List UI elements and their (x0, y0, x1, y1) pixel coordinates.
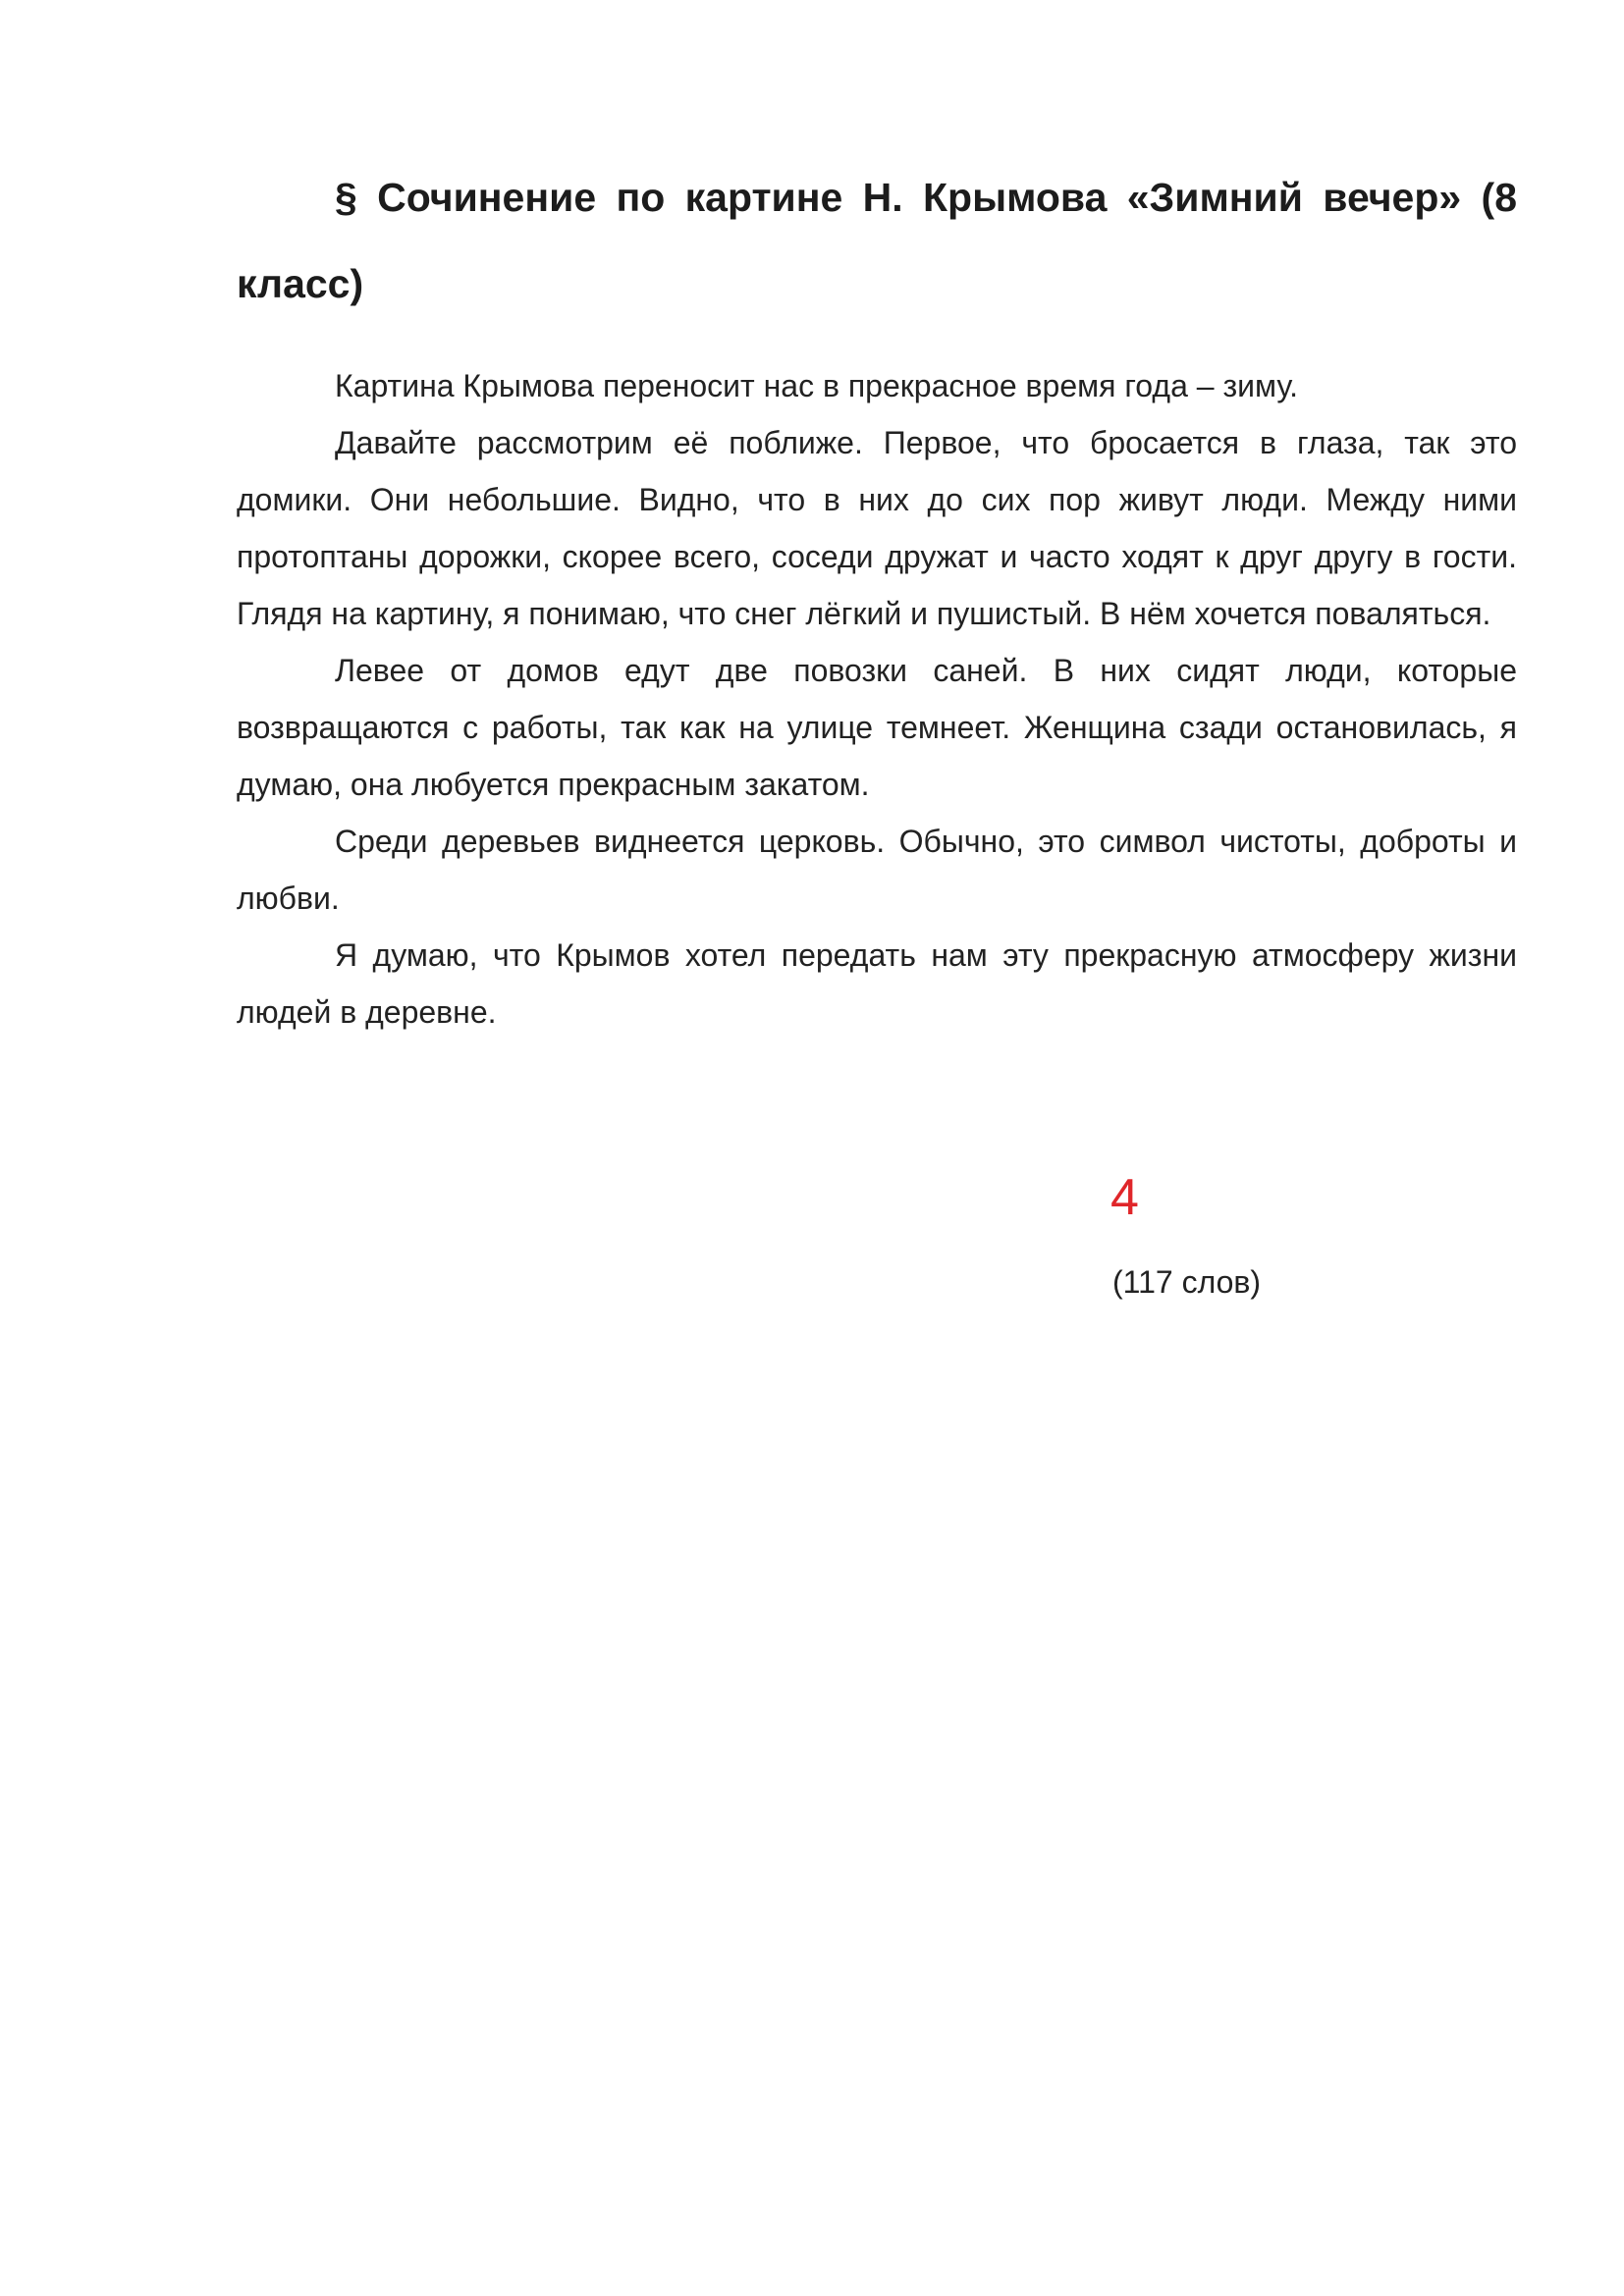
essay-body (237, 357, 1517, 1041)
essay-title: § Сочинение по картине Н. Крымова «Зимний вечер» (8 класс) (237, 175, 1517, 306)
essay-paragraph: Давайте рассмотрим её поближе. Первое, что бросается в глаза, так это домики. Они небольшие. Видно, что в них до сих пор живут люди. Между ними протоптаны дорожки, скорее всего, соседи дружат и часто ходят к друг другу в гости. Глядя на картину, я понимаю, что снег лёгкий и пушистый. В нём хочется поваляться. (237, 425, 1517, 631)
essay-paragraph: Я думаю, что Крымов хотел передать нам эту прекрасную атмосферу жизни людей в деревне. (237, 937, 1517, 1030)
essay-paragraph: Среди деревьев виднеется церковь. Обычно, это символ чистоты, доброты и любви. (237, 824, 1517, 916)
grade-mark: 4 (1110, 1169, 1139, 1226)
essay-paragraph: Картина Крымова переносит нас в прекрасное время года – зиму. (335, 368, 1299, 403)
essay-paragraph: Левее от домов едут две повозки саней. В них сидят люди, которые возвращаются с работы, так как на улице темнеет. Женщина сзади остановилась, я думаю, она любуется прекрасным закатом. (237, 653, 1517, 802)
word-count: (117 слов) (1112, 1264, 1262, 1300)
